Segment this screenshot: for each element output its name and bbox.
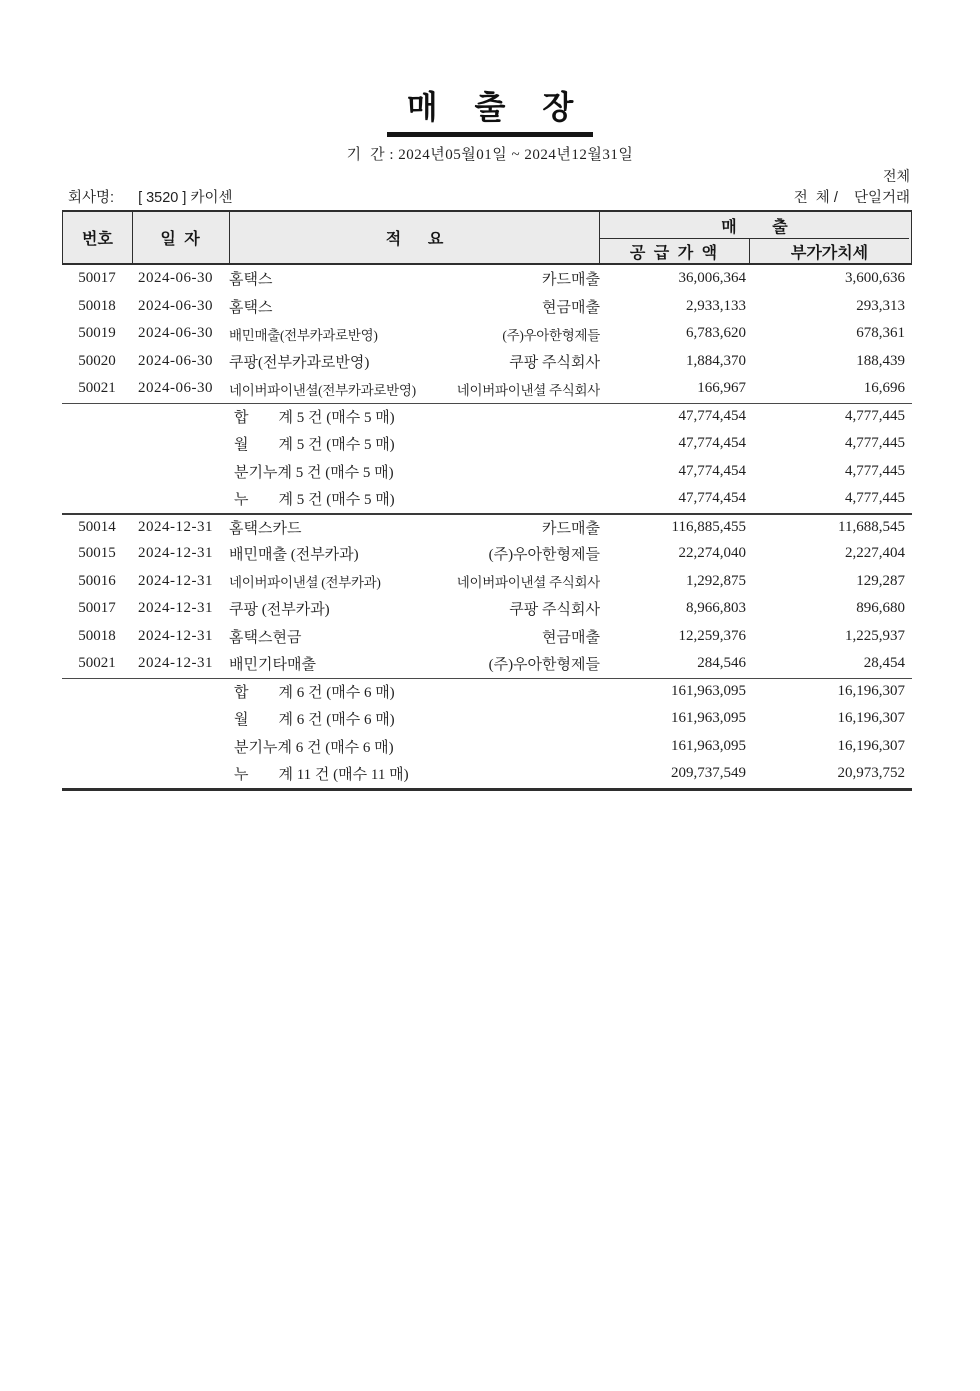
summary-vat-amount: 4,777,445 bbox=[845, 462, 905, 479]
summary-vat-amount: 16,196,307 bbox=[837, 737, 905, 754]
scope-selector-label: 전 체 / 단일거래 bbox=[793, 190, 910, 206]
summary-label-cell bbox=[229, 736, 600, 757]
summary-label: 월 계 6 건 (매수 6 매) bbox=[234, 712, 395, 729]
row-date: 2024-06-30 bbox=[138, 270, 213, 287]
summary-row bbox=[62, 678, 912, 706]
summary-label: 누 계 11 건 (매수 11 매) bbox=[234, 767, 409, 784]
row-supply-amount: 284,546 bbox=[697, 655, 746, 672]
row-supply-amount: 36,006,364 bbox=[678, 270, 746, 287]
row-description: 홈택스 bbox=[229, 272, 273, 289]
report-period: 기 간 : 2024년05월01일 ~ 2024년12월31일 bbox=[346, 147, 634, 163]
summary-row bbox=[62, 733, 912, 761]
summary-supply-amount: 209,737,549 bbox=[671, 765, 746, 782]
row-description: 네이버파이낸셜(전부카과로반영) bbox=[229, 382, 416, 398]
row-no: 50017 bbox=[78, 270, 116, 287]
row-no: 50018 bbox=[78, 627, 116, 644]
row-client: 쿠팡 주식회사 bbox=[509, 354, 600, 371]
scope-label-top: 전체 bbox=[882, 168, 910, 184]
table-row bbox=[62, 348, 912, 376]
row-vat-amount: 188,439 bbox=[856, 352, 905, 369]
summary-label: 월 계 5 건 (매수 5 매) bbox=[234, 437, 395, 454]
header-no: 번호 bbox=[63, 212, 133, 263]
summary-supply-amount: 161,963,095 bbox=[671, 710, 746, 727]
row-description-cell bbox=[229, 571, 600, 591]
summary-label: 분기누계 6 건 (매수 6 매) bbox=[234, 739, 394, 756]
summary-label-cell bbox=[229, 433, 600, 454]
table-row bbox=[62, 375, 912, 403]
row-description: 쿠팡(전부카과로반영) bbox=[229, 354, 370, 371]
row-description-cell bbox=[229, 379, 600, 399]
table-row bbox=[62, 650, 912, 678]
table-row bbox=[62, 540, 912, 568]
table-row bbox=[62, 568, 912, 596]
row-supply-amount: 1,884,370 bbox=[686, 352, 746, 369]
row-client: 카드매출 bbox=[542, 272, 600, 289]
table-row bbox=[62, 265, 912, 293]
row-description: 홈택스카드 bbox=[229, 520, 302, 537]
row-vat-amount: 11,688,545 bbox=[838, 518, 905, 535]
summary-label: 분기누계 5 건 (매수 5 매) bbox=[234, 464, 394, 481]
summary-label: 합 계 5 건 (매수 5 매) bbox=[234, 410, 395, 427]
row-date: 2024-06-30 bbox=[138, 325, 213, 342]
row-vat-amount: 28,454 bbox=[863, 655, 905, 672]
row-vat-amount: 129,287 bbox=[856, 572, 905, 589]
row-date: 2024-12-31 bbox=[138, 572, 213, 589]
summary-label-cell bbox=[229, 708, 600, 729]
row-date: 2024-12-31 bbox=[138, 545, 213, 562]
row-supply-amount: 2,933,133 bbox=[686, 297, 746, 314]
table-row bbox=[62, 293, 912, 321]
header-date: 일 자 bbox=[133, 212, 230, 263]
ledger-table bbox=[62, 210, 912, 791]
row-no: 50014 bbox=[78, 518, 116, 535]
summary-label-cell bbox=[229, 763, 600, 784]
row-supply-amount: 22,274,040 bbox=[678, 545, 746, 562]
row-client: 쿠팡 주식회사 bbox=[509, 602, 600, 619]
row-supply-amount: 8,966,803 bbox=[686, 600, 746, 617]
row-description: 배민매출 (전부카과) bbox=[229, 547, 359, 564]
summary-label: 누 계 5 건 (매수 5 매) bbox=[234, 492, 395, 509]
summary-row bbox=[62, 458, 912, 486]
table-row bbox=[62, 513, 912, 541]
row-client: 현금매출 bbox=[542, 629, 600, 646]
summary-supply-amount: 47,774,454 bbox=[678, 435, 746, 452]
company-name-label: 회사명: bbox=[68, 190, 115, 206]
row-client: 네이버파이낸셜 주식회사 bbox=[456, 382, 600, 398]
row-vat-amount: 2,227,404 bbox=[845, 545, 905, 562]
row-date: 2024-06-30 bbox=[138, 297, 213, 314]
row-no: 50019 bbox=[78, 325, 116, 342]
summary-row bbox=[62, 485, 912, 513]
summary-label-cell bbox=[229, 681, 600, 702]
row-date: 2024-06-30 bbox=[138, 352, 213, 369]
row-description-cell bbox=[229, 543, 600, 564]
summary-row bbox=[62, 430, 912, 458]
row-date: 2024-12-31 bbox=[138, 518, 213, 535]
summary-supply-amount: 47,774,454 bbox=[678, 408, 746, 425]
summary-label-cell bbox=[229, 406, 600, 427]
table-row bbox=[62, 595, 912, 623]
table-row bbox=[62, 320, 912, 348]
summary-row bbox=[62, 403, 912, 431]
row-vat-amount: 293,313 bbox=[856, 297, 905, 314]
row-date: 2024-12-31 bbox=[138, 627, 213, 644]
title-double-underline bbox=[387, 132, 594, 137]
row-no: 50017 bbox=[78, 600, 116, 617]
summary-supply-amount: 161,963,095 bbox=[671, 683, 746, 700]
row-description: 배민기타매출 bbox=[229, 657, 316, 674]
row-supply-amount: 116,885,455 bbox=[671, 518, 746, 535]
summary-row bbox=[62, 705, 912, 733]
page-title-box bbox=[387, 82, 594, 137]
summary-vat-amount: 20,973,752 bbox=[837, 765, 905, 782]
row-description-cell bbox=[229, 598, 600, 619]
row-no: 50018 bbox=[78, 297, 116, 314]
header-sales-subrow bbox=[600, 239, 909, 263]
row-client: (주)우아한형제들 bbox=[488, 657, 600, 674]
row-description: 홈택스현금 bbox=[229, 629, 302, 646]
page-title-wrap bbox=[0, 82, 980, 137]
row-no: 50015 bbox=[78, 545, 116, 562]
row-description-cell bbox=[229, 296, 600, 317]
row-description-cell bbox=[229, 626, 600, 647]
row-no: 50021 bbox=[78, 655, 116, 672]
summary-row bbox=[62, 760, 912, 788]
row-no: 50016 bbox=[78, 572, 116, 589]
row-vat-amount: 16,696 bbox=[863, 380, 905, 397]
summary-label-cell bbox=[229, 488, 600, 509]
page-title: 매 출 장 bbox=[406, 89, 588, 125]
row-date: 2024-12-31 bbox=[138, 655, 213, 672]
row-client: (주)우아한형제들 bbox=[502, 327, 600, 343]
header-description: 적 요 bbox=[230, 212, 600, 263]
row-vat-amount: 678,361 bbox=[856, 325, 905, 342]
summary-label-cell bbox=[229, 461, 600, 482]
row-description-cell bbox=[229, 351, 600, 372]
row-client: (주)우아한형제들 bbox=[488, 547, 600, 564]
summary-vat-amount: 4,777,445 bbox=[845, 435, 905, 452]
row-supply-amount: 12,259,376 bbox=[678, 627, 746, 644]
row-no: 50020 bbox=[78, 352, 116, 369]
company-name-value: [ 3520 ] 카이센 bbox=[138, 190, 233, 206]
table-body bbox=[62, 265, 912, 791]
summary-vat-amount: 4,777,445 bbox=[845, 490, 905, 507]
row-date: 2024-06-30 bbox=[138, 380, 213, 397]
header-vat: 부가가치세 bbox=[790, 244, 869, 262]
row-description-cell bbox=[229, 268, 600, 289]
header-sales-group bbox=[600, 212, 909, 263]
row-description: 배민매출(전부카과로반영) bbox=[229, 327, 378, 343]
row-vat-amount: 896,680 bbox=[856, 600, 905, 617]
header-supply-amount: 공 급 가 액 bbox=[600, 239, 750, 263]
row-description-cell bbox=[229, 653, 600, 674]
summary-vat-amount: 4,777,445 bbox=[845, 408, 905, 425]
summary-supply-amount: 47,774,454 bbox=[678, 462, 746, 479]
row-date: 2024-12-31 bbox=[138, 600, 213, 617]
row-description-cell bbox=[229, 324, 600, 344]
company-row bbox=[68, 186, 910, 207]
table-row bbox=[62, 623, 912, 651]
summary-supply-amount: 47,774,454 bbox=[678, 490, 746, 507]
row-supply-amount: 166,967 bbox=[697, 380, 746, 397]
row-client: 카드매출 bbox=[542, 520, 600, 537]
row-description: 홈택스 bbox=[229, 299, 273, 316]
summary-supply-amount: 161,963,095 bbox=[671, 737, 746, 754]
row-vat-amount: 1,225,937 bbox=[845, 627, 905, 644]
row-description: 쿠팡 (전부카과) bbox=[229, 602, 330, 619]
row-description-cell bbox=[229, 517, 600, 538]
row-no: 50021 bbox=[78, 380, 116, 397]
header-sales: 매 출 bbox=[600, 212, 909, 239]
row-client: 현금매출 bbox=[542, 299, 600, 316]
summary-vat-amount: 16,196,307 bbox=[837, 710, 905, 727]
row-vat-amount: 3,600,636 bbox=[845, 270, 905, 287]
row-supply-amount: 6,783,620 bbox=[686, 325, 746, 342]
summary-label: 합 계 6 건 (매수 6 매) bbox=[234, 685, 395, 702]
row-description: 네이버파이낸셜 (전부카과) bbox=[229, 575, 381, 591]
table-header bbox=[62, 210, 912, 265]
summary-vat-amount: 16,196,307 bbox=[837, 683, 905, 700]
row-supply-amount: 1,292,875 bbox=[686, 572, 746, 589]
row-client: 네이버파이낸셜 주식회사 bbox=[456, 575, 600, 591]
